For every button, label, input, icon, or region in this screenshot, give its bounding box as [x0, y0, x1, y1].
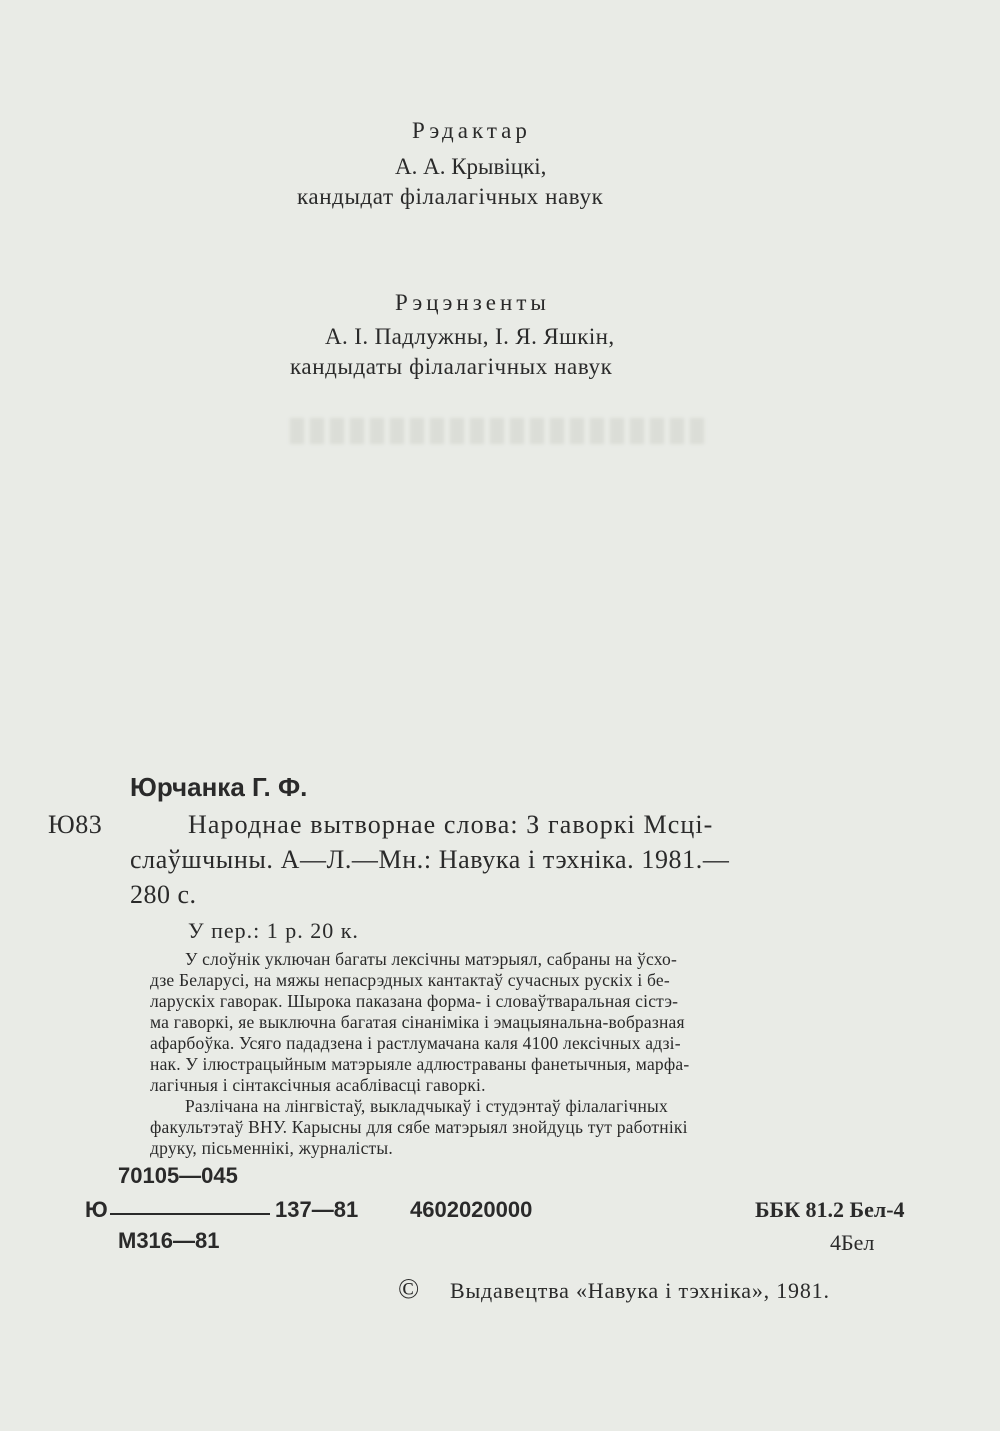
reviewers-names: А. І. Падлужны, І. Я. Яшкін,: [325, 324, 615, 349]
reviewers-heading: Рэцэнзенты: [395, 290, 550, 315]
annotation-line: ма гаворкі, яе выключна багатая сінаніміка і эмацыянальна-вобразная: [150, 1012, 685, 1032]
code-prefix: Ю: [85, 1197, 108, 1222]
title-line: Народнае вытворнае слова: З гаворкі Мсці-: [188, 810, 714, 839]
catalog-author: Юрчанка Г. Ф.: [130, 772, 308, 802]
code-denominator: М316—81: [118, 1228, 220, 1253]
annotation-line: ларускіх гаворак. Шырока паказана форма- і словаўтваральная сістэ-: [150, 991, 679, 1011]
annotation-line: афарбоўка. Усяго пададзена і растлумачана каля 4100 лексічных адзі-: [150, 1033, 681, 1053]
bel-code: 4Бел: [830, 1230, 875, 1255]
annotation-line: У слоўнік уключан багаты лексічны матэрыял, сабраны на ўсхо-: [185, 949, 678, 969]
isbn-code: 4602020000: [410, 1197, 533, 1222]
bbk-code: ББК 81.2 Бел-4: [755, 1197, 905, 1222]
fraction-line: [110, 1213, 270, 1215]
code-numerator: 70105—045: [118, 1163, 238, 1188]
editor-heading: Рэдактар: [412, 118, 531, 143]
copyright-text: Выдавецтва «Навука і тэхніка», 1981.: [450, 1278, 830, 1303]
reviewers-degree: кандыдаты філалагічных навук: [290, 354, 613, 379]
annotation-line: Разлічана на лінгвістаў, выкладчыкаў і студэнтаў філалагічных: [185, 1096, 668, 1116]
editor-degree: кандыдат філалагічных навук: [297, 184, 604, 209]
catalog-code: Ю83: [48, 810, 103, 839]
editor-name: А. А. Крывіцкі,: [395, 154, 547, 179]
annotation-line: факультэтаў ВНУ. Карысны для сябе матэрыял знойдуць тут работнікі: [150, 1117, 688, 1137]
annotation-line: дзе Беларусі, на мяжы непасрэдных кантактаў сучасных рускіх і бе-: [150, 970, 670, 990]
annotation-line: друку, пісьменнікі, журналісты.: [150, 1138, 393, 1158]
title-line: слаўшчыны. А—Л.—Мн.: Навука і тэхніка. 1981.—: [130, 845, 730, 874]
annotation-line: нак. У ілюстрацыйным матэрыяле адлюстраваны фанетычныя, марфа-: [150, 1054, 690, 1074]
catalog-price: У пер.: 1 р. 20 к.: [188, 918, 359, 943]
show-through-text: [290, 418, 710, 444]
annotation-line: лагічныя і сінтаксічныя асаблівасці гаворкі.: [150, 1075, 486, 1095]
code-suffix: 137—81: [275, 1197, 359, 1222]
copyright-symbol: ©: [398, 1274, 420, 1305]
title-line: 280 с.: [130, 880, 197, 909]
